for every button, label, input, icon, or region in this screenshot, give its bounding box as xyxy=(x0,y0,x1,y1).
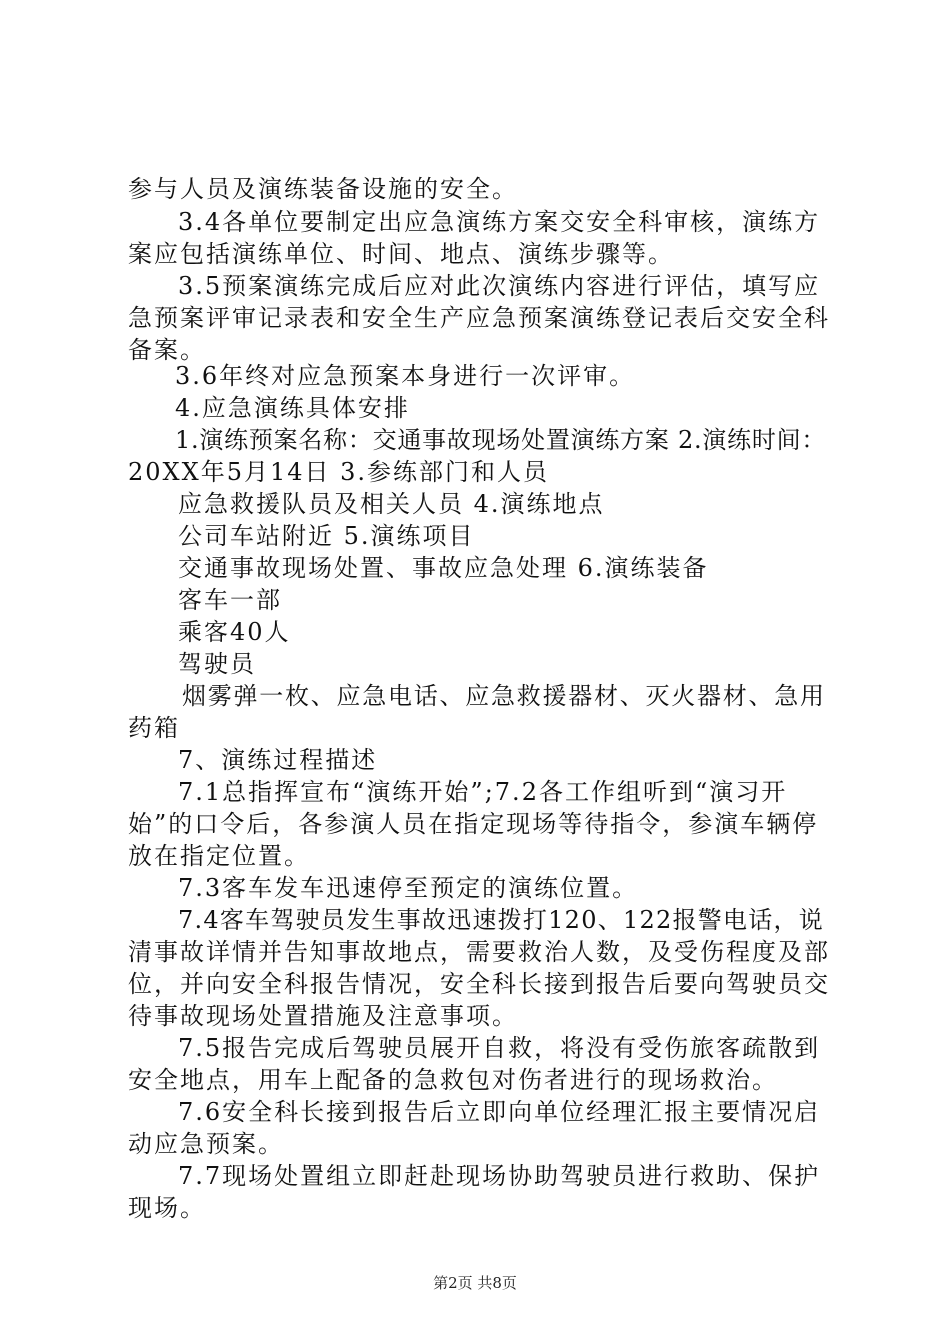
text-line: 应急救援队员及相关人员 4.演练地点 xyxy=(178,490,605,518)
text-line: 参与人员及演练装备设施的安全。 xyxy=(128,175,518,203)
text-line: 1.演练预案名称：交通事故现场处置演练方案 2.演练时间： xyxy=(175,426,827,454)
text-line: 药箱 xyxy=(128,714,180,742)
text-line: 现场。 xyxy=(128,1194,206,1222)
text-line: 交通事故现场处置、事故应急处理 6.演练装备 xyxy=(178,554,709,582)
text-line: 客车一部 xyxy=(178,586,282,614)
text-line: 7.4客车驾驶员发生事故迅速拨打120、122报警电话，说 xyxy=(178,906,825,934)
text-line: 7.6安全科长接到报告后立即向单位经理汇报主要情况启 xyxy=(178,1098,821,1126)
text-line: 烟雾弹一枚、应急电话、应急救援器材、灭火器材、急用 xyxy=(182,682,826,710)
text-line: 3.6年终对应急预案本身进行一次评审。 xyxy=(175,362,636,390)
text-line: 7、演练过程描述 xyxy=(178,746,378,774)
text-line: 20XX年5月14日 3.参练部门和人员 xyxy=(128,458,550,486)
text-line: 待事故现场处置措施及注意事项。 xyxy=(128,1002,518,1030)
text-line: 急预案评审记录表和安全生产应急预案演练登记表后交安全科 xyxy=(128,304,830,332)
text-line: 动应急预案。 xyxy=(128,1130,284,1158)
text-line: 公司车站附近 5.演练项目 xyxy=(178,522,475,550)
text-line: 4.应急演练具体安排 xyxy=(175,394,410,422)
text-line: 放在指定位置。 xyxy=(128,842,310,870)
text-line: 3.4各单位要制定出应急演练方案交安全科审核，演练方 xyxy=(178,208,821,236)
text-line: 7.5报告完成后驾驶员展开自救，将没有受伤旅客疏散到 xyxy=(178,1034,821,1062)
page-number-footer: 第2页 共8页 xyxy=(433,1274,517,1292)
text-line: 7.1总指挥宣布“演练开始”;7.2各工作组听到“演习开 xyxy=(178,778,788,806)
text-line: 7.3客车发车迅速停至预定的演练位置。 xyxy=(178,874,639,902)
text-line: 安全地点，用车上配备的急救包对伤者进行的现场救治。 xyxy=(128,1066,778,1094)
text-line: 位，并向安全科报告情况，安全科长接到报告后要向驾驶员交 xyxy=(128,970,830,998)
text-line: 案应包括演练单位、时间、地点、演练步骤等。 xyxy=(128,240,674,268)
text-line: 清事故详情并告知事故地点，需要救治人数，及受伤程度及部 xyxy=(128,938,830,966)
text-line: 驾驶员 xyxy=(178,650,256,678)
text-line: 3.5预案演练完成后应对此次演练内容进行评估，填写应 xyxy=(178,272,821,300)
text-line: 7.7现场处置组立即赶赴现场协助驾驶员进行救助、保护 xyxy=(178,1162,821,1190)
text-line: 备案。 xyxy=(128,336,206,364)
text-line: 始”的口令后，各参演人员在指定现场等待指令，参演车辆停 xyxy=(128,810,819,838)
text-line: 乘客40人 xyxy=(178,618,291,646)
